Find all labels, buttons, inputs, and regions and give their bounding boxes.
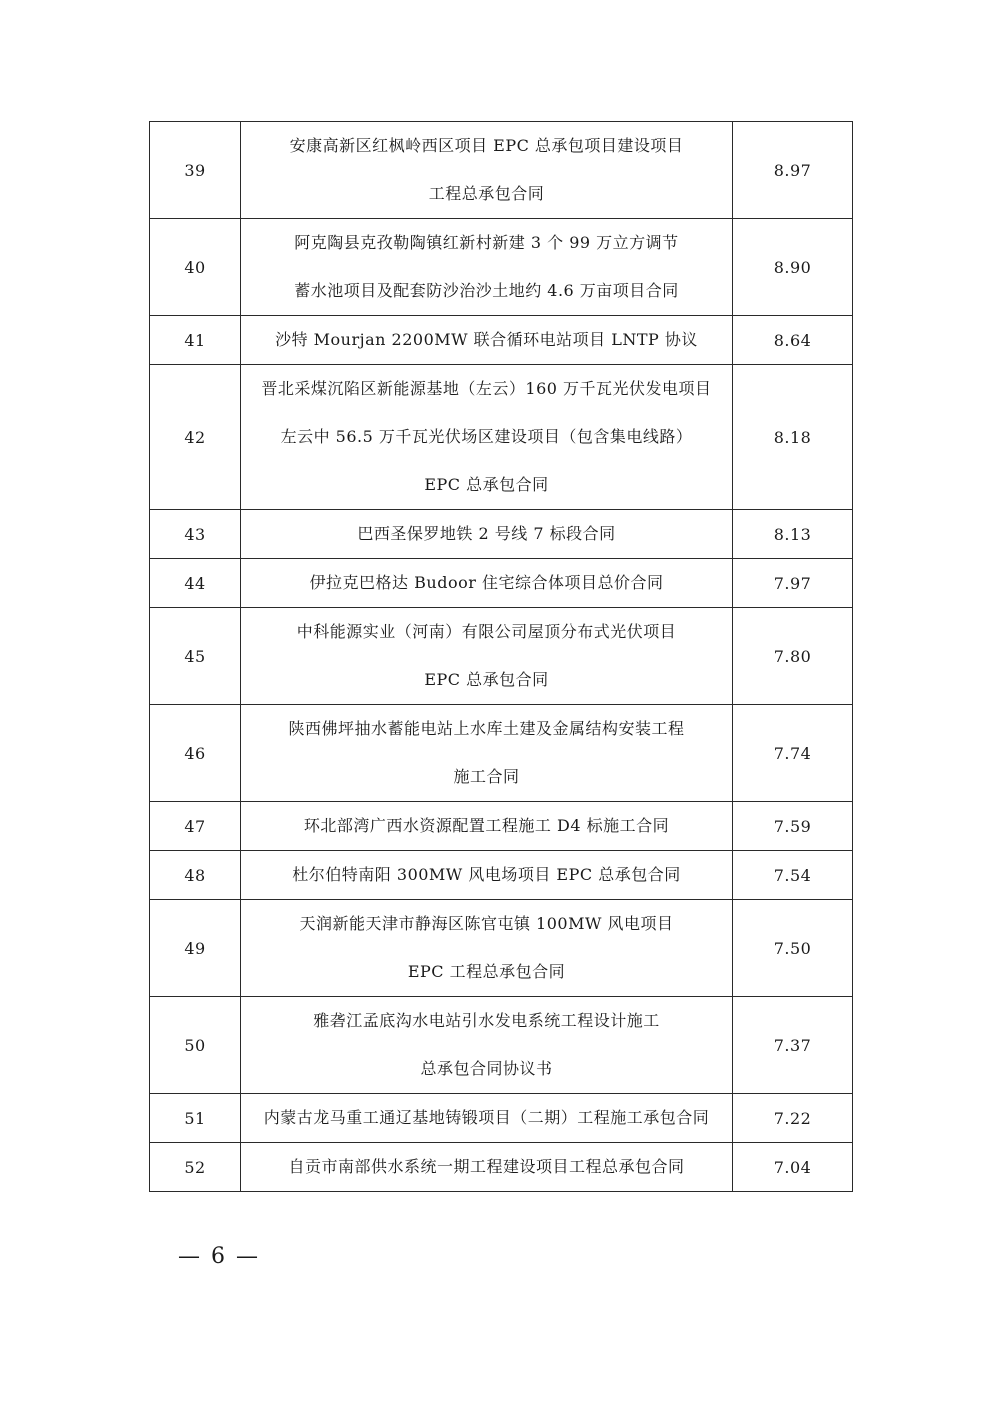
contract-name-line: 自贡市南部供水系统一期工程建设项目工程总承包合同	[288, 1157, 685, 1176]
table-row	[150, 365, 853, 510]
contract-name-line: 内蒙古龙马重工通辽基地铸锻项目（二期）工程施工承包合同	[263, 1108, 710, 1127]
contract-value: 8.64	[733, 316, 853, 365]
table-row	[150, 559, 853, 608]
contract-name	[241, 1094, 733, 1143]
contract-name	[241, 900, 733, 997]
row-number: 46	[150, 705, 241, 802]
contract-name	[241, 997, 733, 1094]
contract-name	[241, 316, 733, 365]
row-number: 50	[150, 997, 241, 1094]
contract-name	[241, 851, 733, 900]
contract-name	[241, 608, 733, 705]
contract-name-line: 左云中 56.5 万千瓦光伏场区建设项目（包含集电线路）	[280, 427, 693, 446]
page-number: — 6 —	[178, 1244, 260, 1269]
contract-name-line: 陕西佛坪抽水蓄能电站上水库土建及金属结构安装工程	[288, 719, 685, 738]
contract-name	[241, 559, 733, 608]
row-number: 49	[150, 900, 241, 997]
contract-name-line: 天润新能天津市静海区陈官屯镇 100MW 风电项目	[299, 914, 674, 933]
table-row	[150, 510, 853, 559]
contract-name	[241, 1143, 733, 1192]
row-number: 51	[150, 1094, 241, 1143]
contracts-table	[149, 121, 853, 1192]
table-row	[150, 122, 853, 219]
contract-name-line: 中科能源实业（河南）有限公司屋顶分布式光伏项目	[296, 622, 677, 641]
contract-value: 7.04	[733, 1143, 853, 1192]
contract-name-line: 安康高新区红枫岭西区项目 EPC 总承包项目建设项目	[289, 136, 684, 155]
table-row	[150, 851, 853, 900]
row-number: 39	[150, 122, 241, 219]
contract-name-line: 晋北采煤沉陷区新能源基地（左云）160 万千瓦光伏发电项目	[261, 379, 712, 398]
contract-name	[241, 510, 733, 559]
table-row	[150, 608, 853, 705]
contract-value: 7.97	[733, 559, 853, 608]
table-row	[150, 705, 853, 802]
contract-name-line: 总承包合同协议书	[420, 1059, 553, 1078]
contract-name-line: 伊拉克巴格达 Budoor 住宅综合体项目总价合同	[309, 573, 664, 592]
contract-name-line: 巴西圣保罗地铁 2 号线 7 标段合同	[357, 524, 616, 543]
row-number: 42	[150, 365, 241, 510]
table-row	[150, 219, 853, 316]
contract-name-line: 蓄水池项目及配套防沙治沙土地约 4.6 万亩项目合同	[294, 281, 679, 300]
contract-name-line: EPC 工程总承包合同	[407, 962, 566, 981]
row-number: 43	[150, 510, 241, 559]
contract-name-line: EPC 总承包合同	[424, 670, 549, 689]
contract-value: 7.74	[733, 705, 853, 802]
table-row	[150, 1143, 853, 1192]
contract-value: 7.80	[733, 608, 853, 705]
contract-name-line: 环北部湾广西水资源配置工程施工 D4 标施工合同	[303, 816, 670, 835]
table-row	[150, 900, 853, 997]
contract-value: 7.59	[733, 802, 853, 851]
contract-name	[241, 705, 733, 802]
contract-value: 8.90	[733, 219, 853, 316]
row-number: 45	[150, 608, 241, 705]
contract-name-line: 阿克陶县克孜勒陶镇红新村新建 3 个 99 万立方调节	[294, 233, 679, 252]
contract-value: 7.22	[733, 1094, 853, 1143]
contract-name-line: 杜尔伯特南阳 300MW 风电场项目 EPC 总承包合同	[292, 865, 681, 884]
contract-value: 7.50	[733, 900, 853, 997]
row-number: 40	[150, 219, 241, 316]
contract-name-line: 施工合同	[453, 767, 520, 786]
contract-name-line: 沙特 Mourjan 2200MW 联合循环电站项目 LNTP 协议	[275, 330, 698, 349]
row-number: 44	[150, 559, 241, 608]
contract-name-line: 雅砻江孟底沟水电站引水发电系统工程设计施工	[313, 1011, 660, 1030]
table-row	[150, 1094, 853, 1143]
contract-value: 7.37	[733, 997, 853, 1094]
row-number: 52	[150, 1143, 241, 1192]
row-number: 48	[150, 851, 241, 900]
contract-name-line: EPC 总承包合同	[424, 475, 549, 494]
contract-value: 8.97	[733, 122, 853, 219]
contract-name	[241, 365, 733, 510]
contract-name	[241, 122, 733, 219]
contract-value: 7.54	[733, 851, 853, 900]
table-row	[150, 316, 853, 365]
table-row	[150, 997, 853, 1094]
contract-name	[241, 802, 733, 851]
row-number: 41	[150, 316, 241, 365]
contract-value: 8.13	[733, 510, 853, 559]
contract-name-line: 工程总承包合同	[428, 184, 545, 203]
contract-name	[241, 219, 733, 316]
row-number: 47	[150, 802, 241, 851]
table-row	[150, 802, 853, 851]
contract-value: 8.18	[733, 365, 853, 510]
